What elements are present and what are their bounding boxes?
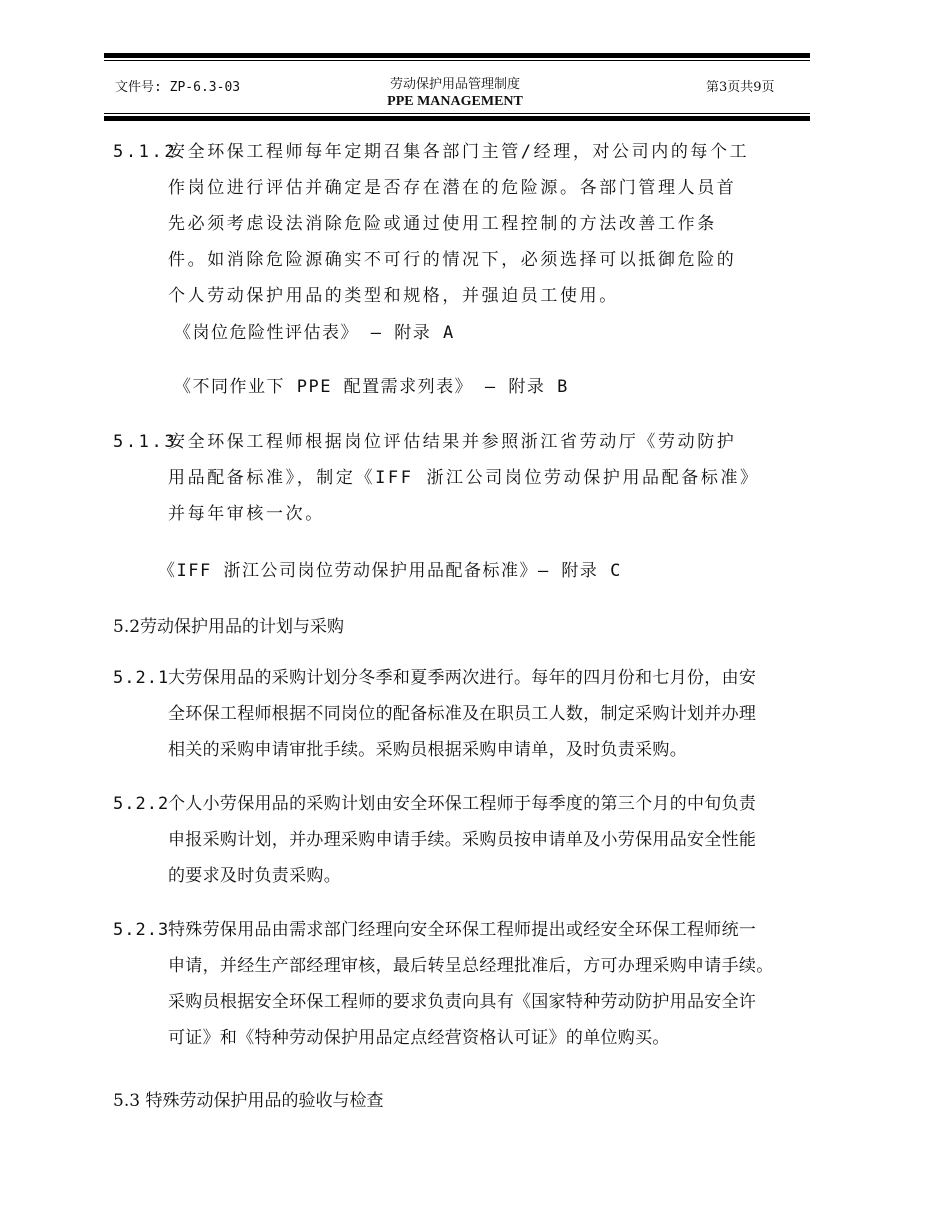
appendix-b-reference: 《不同作业下 PPE 配置需求列表》 – 附录 B (174, 377, 569, 397)
paragraph-line: 件。如消除危险源确实不可行的情况下，必须选择可以抵御危险的 (168, 250, 737, 270)
section-number: 5.1.3 (113, 432, 178, 452)
paragraph-line: 相关的采购申请审批手续。采购员根据采购申请单，及时负责采购。 (168, 740, 687, 760)
paragraph-line: 全环保工程师根据不同岗位的配备标准及在职员工人数，制定采购计划并办理 (168, 704, 757, 724)
section-number: 5.2.1 (113, 668, 170, 688)
paragraph-line: 用品配备标准》，制定《IFF 浙江公司岗位劳动保护用品配备标准》 (168, 468, 760, 488)
header-title (330, 76, 580, 110)
paragraph-line: 可证》和《特种劳动保护用品定点经营资格认可证》的单位购买。 (168, 1028, 670, 1048)
paragraph-line: 先必须考虑设法消除危险或通过使用工程控制的方法改善工作条 (168, 214, 717, 234)
paragraph-line: 申报采购计划，并办理采购申请手续。采购员按申请单及小劳保用品安全性能 (168, 830, 757, 850)
section-5-1-3 (113, 424, 813, 532)
paragraph-line: 大劳保用品的采购计划分冬季和夏季两次进行。每年的四月份和七月份，由安 (168, 668, 757, 688)
paragraph-line: 申请，并经生产部经理审核，最后转呈总经理批准后，方可办理采购申请手续。 (168, 956, 774, 976)
paragraph-line: 并每年审核一次。 (168, 504, 325, 524)
page-number: 第3页共9页 (706, 80, 775, 95)
paragraph-line: 的要求及时负责采购。 (168, 866, 341, 886)
doc-number: 文件号: ZP-6.3-03 (115, 80, 241, 95)
paragraph-line: 特殊劳保用品由需求部门经理向安全环保工程师提出或经安全环保工程师统一 (168, 920, 757, 940)
section-5-2-3 (113, 912, 813, 1056)
section-number: 5.2.2 (113, 794, 170, 814)
header-bottom-rule-thin (104, 113, 810, 114)
section-5-2-2 (113, 786, 813, 894)
paragraph-line: 个人小劳保用品的采购计划由安全环保工程师于每季度的第三个月的中旬负责 (168, 794, 757, 814)
paragraph-line: 采购员根据安全环保工程师的要求负责向具有《国家特种劳动防护用品安全许 (168, 992, 757, 1012)
header-top-rule-thin (104, 60, 810, 61)
section-5-2-1 (113, 660, 813, 768)
paragraph-line: 安全环保工程师每年定期召集各部门主管/经理，对公司内的每个工 (168, 142, 750, 162)
section-5-2-title: 5.2劳动保护用品的计划与采购 (113, 617, 345, 637)
paragraph-line: 安全环保工程师根据岗位评估结果并参照浙江省劳动厅《劳动防护 (168, 432, 737, 452)
paragraph-line: 作岗位进行评估并确定是否存在潜在的危险源。各部门管理人员首 (168, 178, 737, 198)
section-5-3-title: 5.3 特殊劳动保护用品的验收与检查 (113, 1091, 384, 1111)
appendix-a-reference: 《岗位危险性评估表》 – 附录 A (174, 323, 455, 343)
appendix-c-reference: 《IFF 浙江公司岗位劳动保护用品配备标准》– 附录 C (158, 561, 622, 581)
section-5-1-2 (113, 134, 813, 314)
header-title-cn: 劳动保护用品管理制度 (389, 77, 520, 92)
header-bottom-rule (104, 116, 810, 121)
header-title-en: PPE MANAGEMENT (387, 94, 523, 109)
paragraph-line: 个人劳动保护用品的类型和规格，并强迫员工使用。 (168, 286, 619, 306)
header-top-rule (104, 53, 810, 58)
section-number: 5.1.2 (113, 142, 178, 162)
section-number: 5.2.3 (113, 920, 170, 940)
